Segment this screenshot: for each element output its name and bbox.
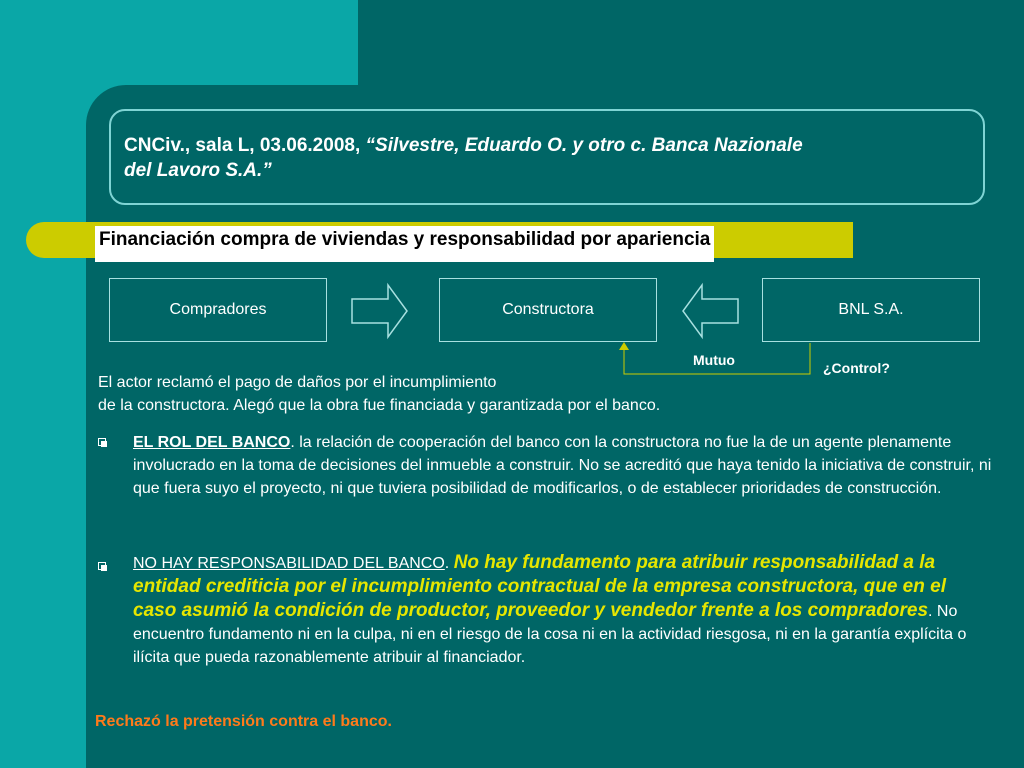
box-constructora-label: Constructora	[502, 301, 594, 318]
box-compradores-label: Compradores	[169, 301, 267, 318]
bullet-1-icon	[98, 438, 106, 446]
bullet-1-text	[133, 431, 993, 500]
label-control: ¿Control?	[823, 360, 890, 376]
bullet-2-emphasis: No hay fundamento para atribuir responsabilidad a la entidad crediticia por el incumplimiento contractual de la empresa constructora, que en el caso asumió la condición de productor, proveedor y vendedor frente a los compradores	[133, 552, 946, 621]
subtitle: Financiación compra de viviendas y responsabilidad por apariencia	[95, 226, 714, 262]
box-bnl-label: BNL S.A.	[838, 301, 904, 318]
title-italic-1: “Silvestre, Eduardo O. y otro c. Banca Nazionale	[365, 135, 803, 156]
mutuo-arrowhead-icon	[619, 342, 629, 350]
bullet-2-heading: NO HAY RESPONSABILIDAD DEL BANCO	[133, 555, 445, 572]
intro-line-2: de la constructora. Alegó que la obra fue financiada y garantizada por el banco.	[98, 397, 661, 414]
arrow-right-icon	[352, 285, 407, 337]
bullet-2-body: . No encuentro fundamento ni en la culpa, ni en el riesgo de la cosa ni en la actividad riesgosa, ni en la garantía explícita o ilícita que pueda razonablemente atribuir al financiador.	[133, 603, 967, 666]
arrow-left-icon	[683, 285, 738, 337]
conclusion: Rechazó la pretensión contra el banco.	[95, 713, 392, 730]
bullet-2-sep: .	[444, 555, 454, 572]
label-mutuo: Mutuo	[693, 352, 735, 368]
title-italic-2: del Lavoro S.A.”	[124, 160, 272, 181]
title-prefix: CNCiv., sala L, 03.06.2008,	[124, 135, 366, 156]
bullet-2-text	[133, 551, 988, 669]
bullet-2-icon	[98, 562, 106, 570]
intro-line-1: El actor reclamó el pago de daños por el incumplimiento	[98, 374, 497, 391]
bullet-1-body: . la relación de cooperación del banco con la constructora no fue la de un agente plenamente involucrado en la toma de decisiones del inmueble a construir. No se acreditó que haya tenido la iniciativa de construir, ni que fuera suyo el proyecto, ni que tuviera posibilidad de modificarlos, o de establecer prioridades de construcción.	[133, 434, 992, 497]
bullet-1-heading: EL ROL DEL BANCO	[133, 434, 291, 451]
